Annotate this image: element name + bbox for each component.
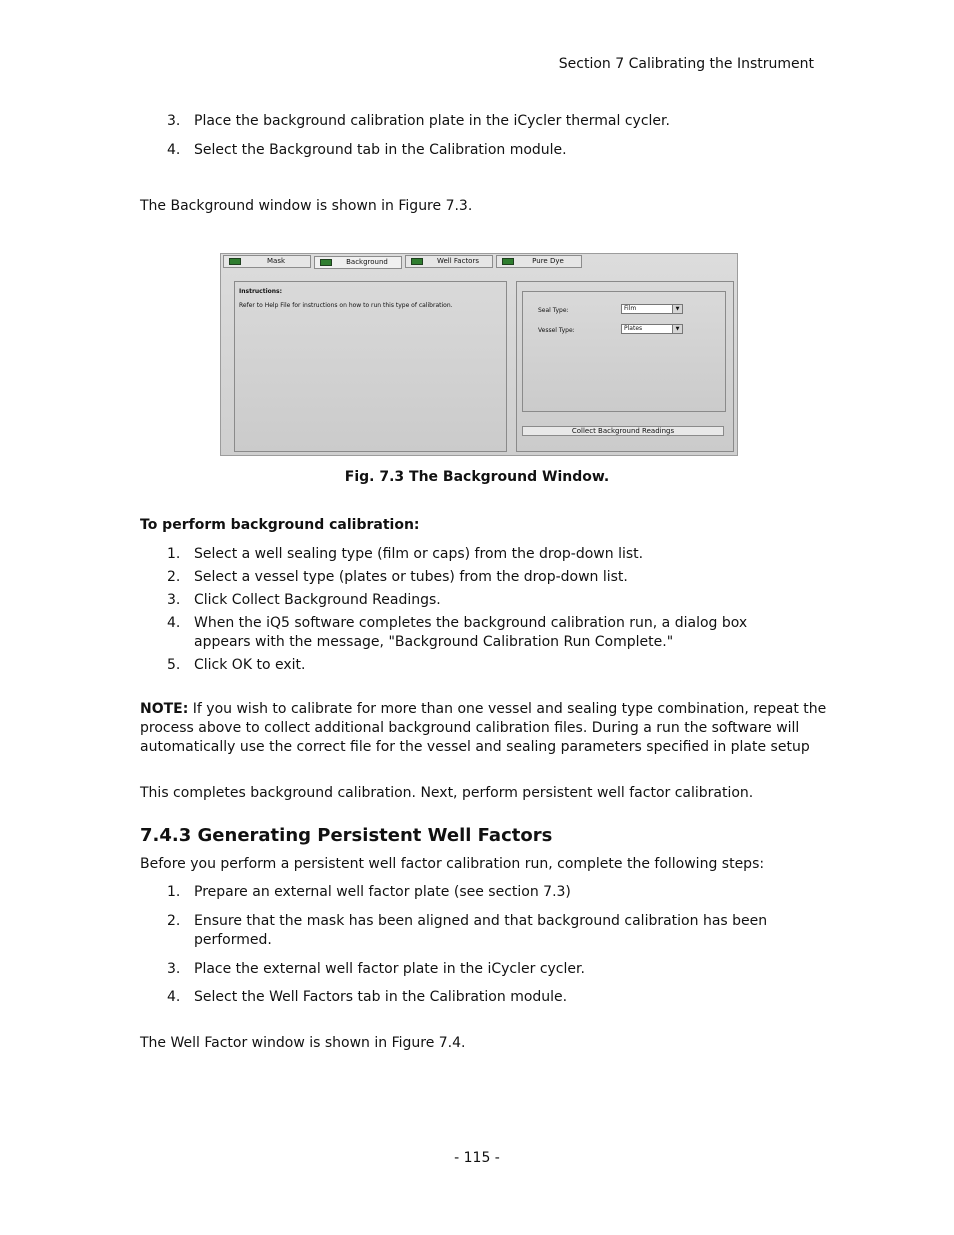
list-item [140, 960, 830, 979]
section-steps-list [140, 883, 830, 1007]
list-item [140, 912, 830, 950]
step-text: Select the Background tab in the Calibration module. [194, 142, 567, 158]
running-header: Section 7 Calibrating the Instrument [558, 56, 814, 72]
instructions-text: Refer to Help File for instructions on how to run this type of calibration. [239, 302, 453, 309]
step-text: Place the external well factor plate in the iCycler cycler. [194, 961, 585, 977]
step-text: Select a vessel type (plates or tubes) from the drop-down list. [194, 569, 628, 585]
seal-type-dropdown[interactable] [621, 304, 683, 314]
figure-caption: Fig. 7.3 The Background Window. [344, 469, 610, 485]
led-indicator-icon [320, 259, 332, 266]
settings-group-box [522, 291, 726, 412]
step-number: 4. [167, 615, 181, 631]
step-number: 2. [167, 913, 181, 929]
procedure-steps-list [140, 545, 830, 675]
instructions-title: Instructions: [239, 288, 283, 295]
step-number: 5. [167, 657, 181, 673]
closing-paragraph: The Well Factor window is shown in Figure 7.4. [140, 1035, 466, 1051]
led-indicator-icon [502, 258, 514, 265]
step-number: 4. [167, 989, 181, 1005]
tab-background[interactable]: Background [314, 256, 402, 269]
step-number: 4. [167, 142, 181, 158]
calibration-tab-bar [221, 254, 737, 270]
step-number: 2. [167, 569, 181, 585]
list-item [140, 883, 830, 902]
note-paragraph [140, 700, 830, 757]
chevron-down-icon: ▼ [672, 325, 682, 333]
list-item [140, 614, 830, 652]
step-text: Click OK to exit. [194, 657, 306, 673]
vessel-type-label: Vessel Type: [538, 327, 575, 334]
step-text: Click Collect Background Readings. [194, 592, 441, 608]
vessel-type-dropdown[interactable] [621, 324, 683, 334]
instructions-panel [234, 281, 507, 452]
step-number: 1. [167, 884, 181, 900]
tab-well-factors[interactable]: Well Factors [405, 255, 493, 268]
section-heading: 7.4.3 Generating Persistent Well Factors [140, 825, 553, 846]
note-text: If you wish to calibrate for more than one vessel and sealing type combination, repeat the process above to collect additional background calibration files. During a run the software will automatically use the correct file for the vessel and sealing parameters specified in plate setup [140, 701, 827, 755]
intro-background-paragraph: The Background window is shown in Figure 7.3. [140, 198, 473, 214]
tab-pure-dye[interactable]: Pure Dye [496, 255, 582, 268]
seal-type-value: Film [624, 305, 637, 312]
step-text: Ensure that the mask has been aligned and that background calibration has been performed. [194, 913, 768, 948]
list-item [140, 568, 830, 587]
step-text: Select the Well Factors tab in the Calibration module. [194, 989, 568, 1005]
completes-paragraph: This completes background calibration. Next, perform persistent well factor calibration. [140, 785, 754, 801]
tab-mask[interactable]: Mask [223, 255, 311, 268]
step-text: When the iQ5 software completes the background calibration run, a dialog box appears with the message, "Background Calibration Run Complete." [194, 615, 748, 650]
page-number: - 115 - [454, 1150, 500, 1166]
chevron-down-icon: ▼ [672, 305, 682, 313]
list-item [140, 545, 830, 564]
top-steps-list [140, 112, 830, 160]
step-number: 3. [167, 113, 181, 129]
step-text: Select a well sealing type (film or caps) from the drop-down list. [194, 546, 644, 562]
step-number: 1. [167, 546, 181, 562]
list-item [140, 988, 830, 1007]
step-text: Place the background calibration plate in the iCycler thermal cycler. [194, 113, 670, 129]
list-item [140, 591, 830, 610]
seal-type-label: Seal Type: [538, 307, 569, 314]
list-item [140, 112, 830, 131]
collect-background-readings-button[interactable]: Collect Background Readings [522, 426, 724, 436]
procedure-title: To perform background calibration: [140, 517, 420, 533]
note-label: NOTE: [140, 701, 189, 717]
step-number: 3. [167, 961, 181, 977]
step-text: Prepare an external well factor plate (see section 7.3) [194, 884, 571, 900]
led-indicator-icon [229, 258, 241, 265]
list-item [140, 656, 830, 675]
section-intro: Before you perform a persistent well factor calibration run, complete the following steps: [140, 856, 765, 872]
step-number: 3. [167, 592, 181, 608]
led-indicator-icon [411, 258, 423, 265]
vessel-type-value: Plates [624, 325, 643, 332]
list-item [140, 141, 830, 160]
